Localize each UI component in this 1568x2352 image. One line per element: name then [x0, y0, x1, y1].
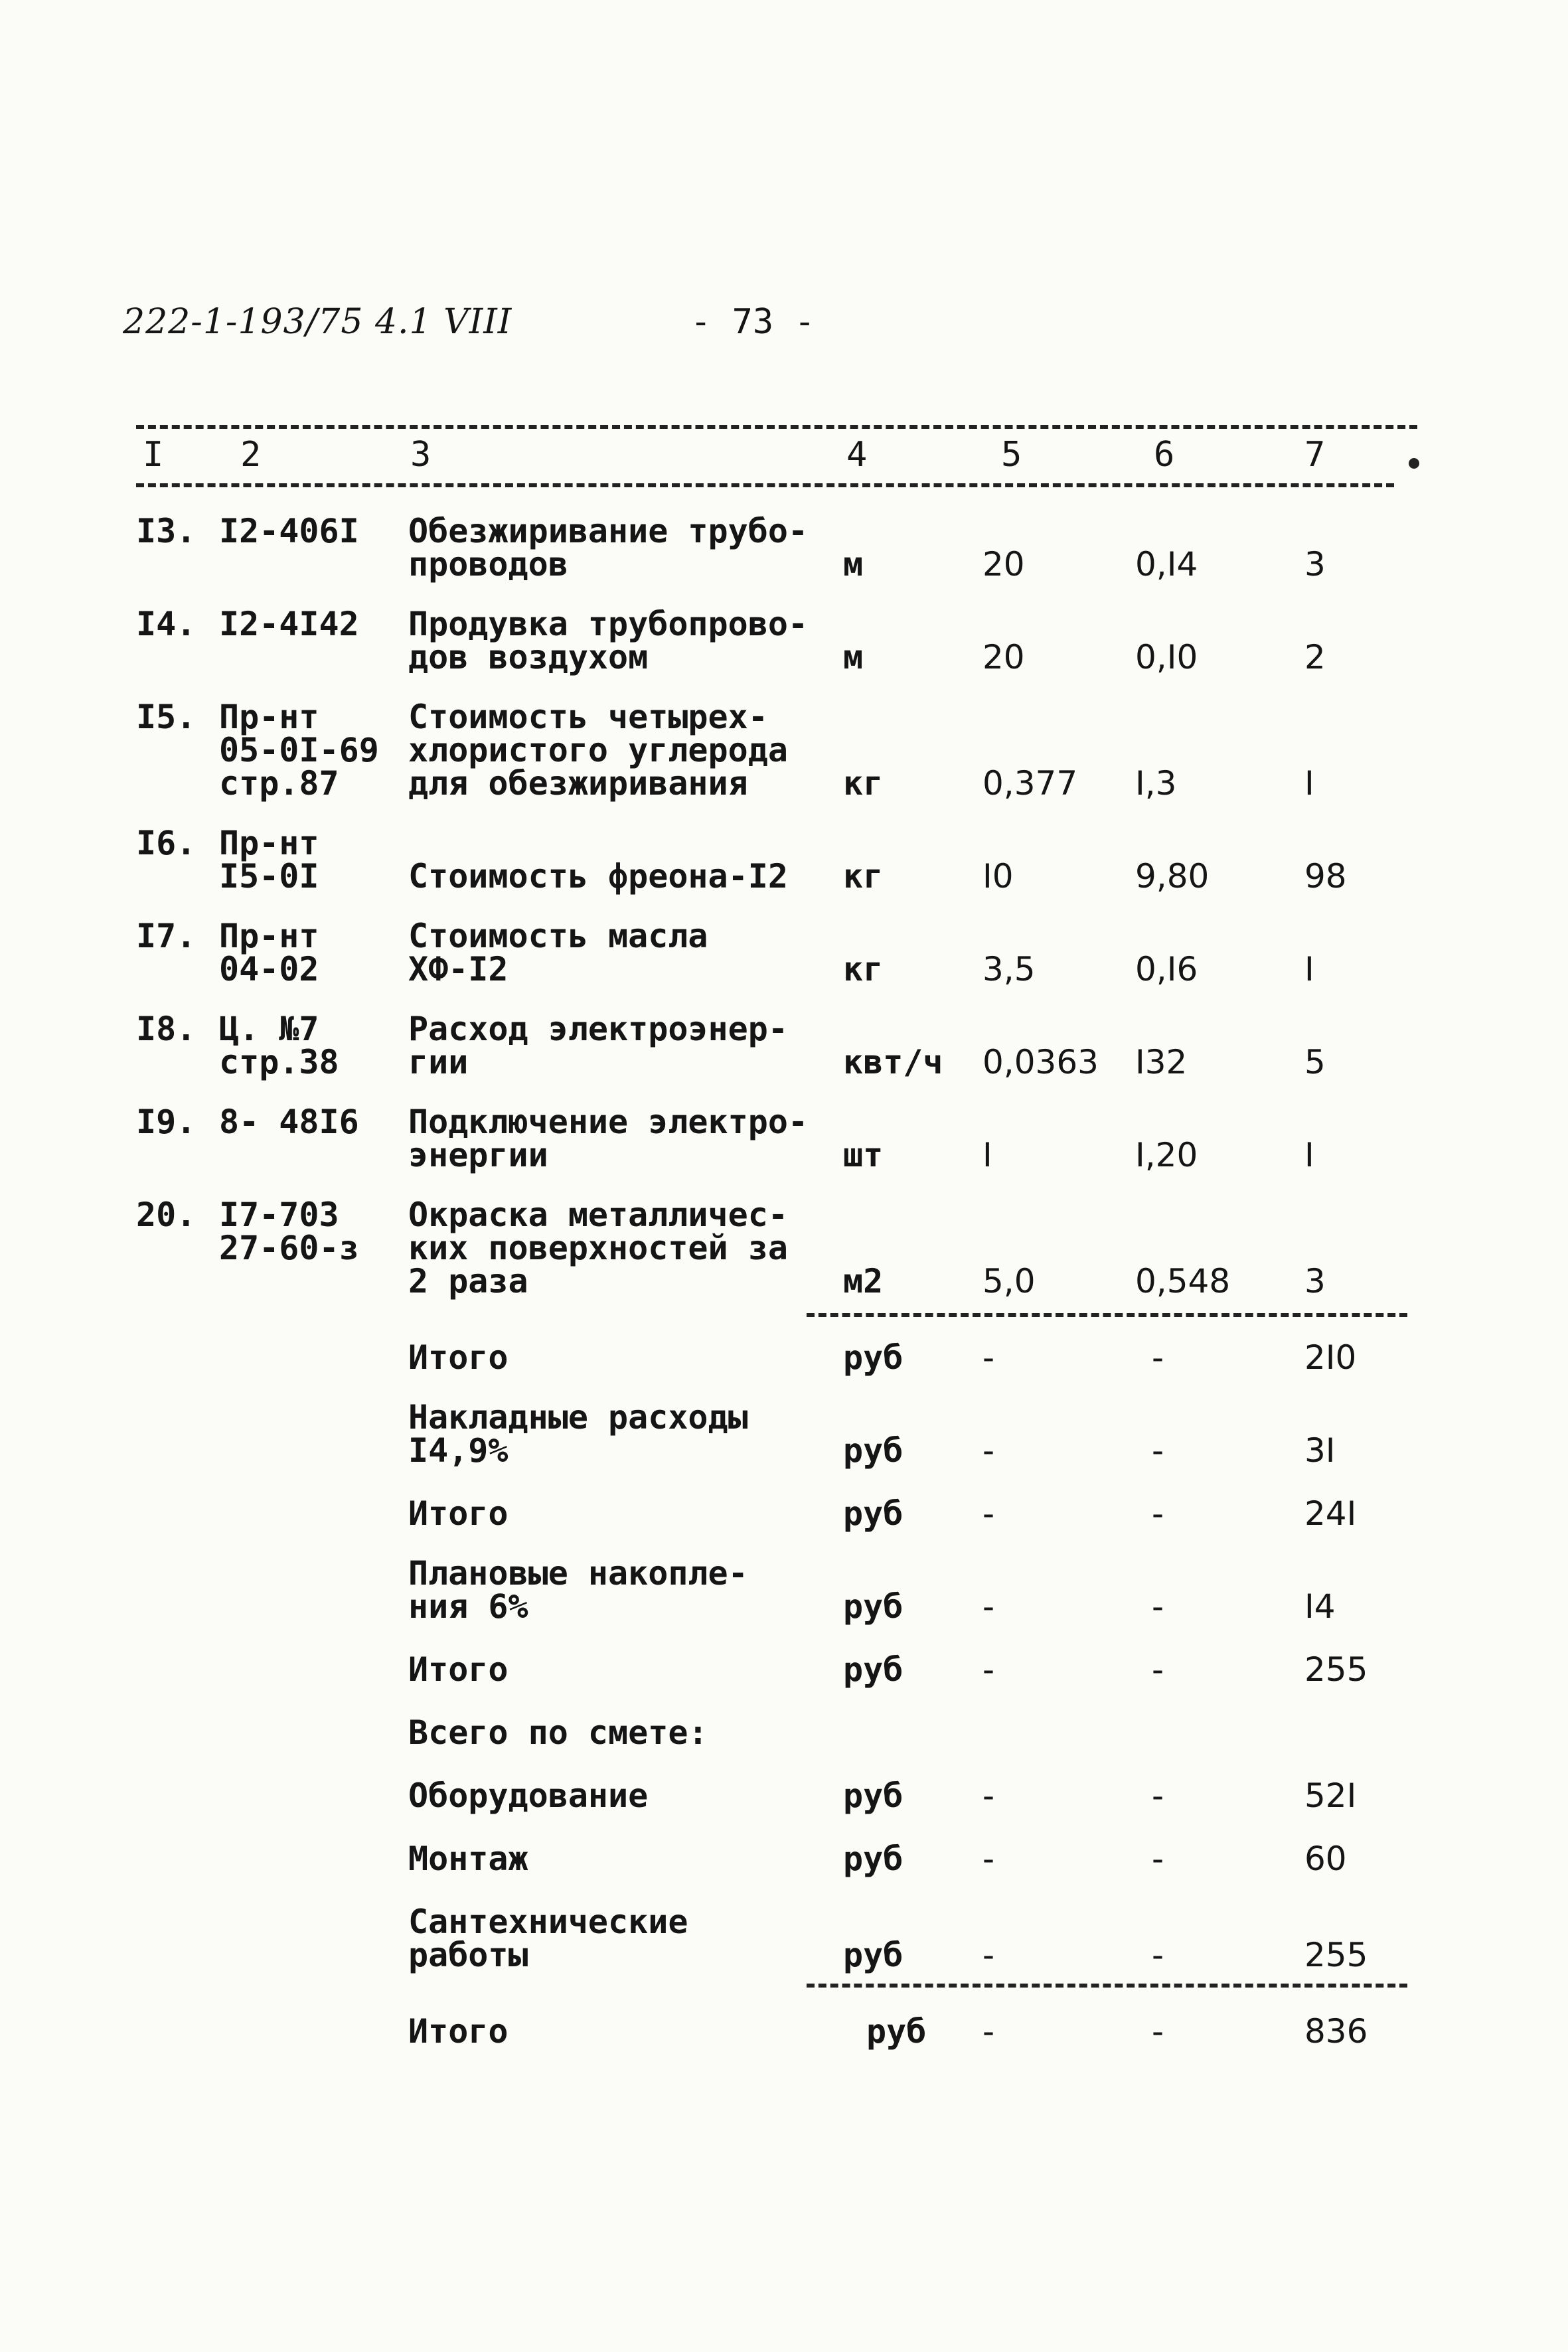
summary-name: Итого — [408, 1650, 509, 1689]
row-qty: 0,0363 — [982, 1043, 1099, 1081]
column-header-6: 6 — [1154, 435, 1175, 475]
summary-qty: - — [982, 1840, 995, 1878]
summary-price: - — [1152, 1650, 1164, 1689]
row-name: Расход электроэнер- гии — [408, 1010, 788, 1081]
summary-qty: - — [982, 1587, 995, 1626]
grand-total-qty: - — [982, 2012, 995, 2051]
summary-price: - — [1152, 1431, 1164, 1470]
row-total: 98 — [1304, 857, 1347, 896]
summary-qty: - — [982, 1338, 995, 1377]
summary-unit: руб — [843, 1431, 903, 1470]
summary-total: 2I0 — [1304, 1338, 1357, 1377]
row-unit: м2 — [843, 1262, 884, 1300]
row-total: I — [1304, 950, 1314, 988]
summary-name: Накладные расходы I4,9% — [408, 1398, 748, 1470]
row-unit: м — [843, 638, 864, 676]
row-code: I2-406I — [219, 512, 359, 550]
column-header-3: 3 — [410, 435, 431, 475]
row-price: 0,548 — [1135, 1262, 1231, 1300]
row-name: Обезжиривание трубо- проводов — [408, 512, 809, 584]
row-unit: квт/ч — [843, 1043, 943, 1081]
summary-total: I4 — [1304, 1587, 1336, 1626]
grand-total-price: - — [1152, 2012, 1164, 2051]
row-qty: 5,0 — [982, 1262, 1036, 1300]
row-name: Продувка трубопрово- дов воздухом — [408, 605, 809, 676]
summary-price: - — [1152, 1587, 1164, 1626]
row-qty: 3,5 — [982, 950, 1036, 988]
summary-price: - — [1152, 1494, 1164, 1533]
row-code: Пр-нт I5-0I — [219, 824, 319, 896]
row-price: 9,80 — [1135, 857, 1210, 896]
row-qty: I0 — [982, 857, 1014, 896]
summary-unit: руб — [843, 1936, 903, 1974]
summary-price: - — [1152, 1936, 1164, 1974]
grand-total-rule — [807, 1984, 1407, 1988]
summary-total: 255 — [1304, 1936, 1368, 1974]
summary-name: Итого — [408, 1338, 509, 1377]
row-name: Стоимость четырех- хлористого углерода для обезжиривания — [408, 698, 788, 803]
row-price: I32 — [1135, 1043, 1188, 1081]
grand-total-name: Итого — [408, 2012, 509, 2051]
row-price: I,20 — [1135, 1136, 1198, 1174]
summary-unit: руб — [843, 1338, 903, 1377]
items-total-rule — [807, 1313, 1407, 1317]
column-header-5: 5 — [1001, 435, 1022, 475]
summary-name: Сантехнические работы — [408, 1903, 688, 1974]
summary-unit: руб — [843, 1587, 903, 1626]
summary-unit: руб — [843, 1840, 903, 1878]
row-qty: 20 — [982, 638, 1025, 676]
summary-unit: руб — [843, 1650, 903, 1689]
header-dot — [1409, 458, 1419, 469]
row-code: Ц. №7 стр.38 — [219, 1010, 339, 1081]
row-number: I9. — [136, 1103, 196, 1141]
row-total: 2 — [1304, 638, 1326, 676]
row-name: Стоимость масла ХФ-I2 — [408, 917, 708, 988]
summary-total: 24I — [1304, 1494, 1357, 1533]
column-header-1: I — [143, 435, 164, 475]
row-code: Пр-нт 05-0I-69 стр.87 — [219, 698, 379, 803]
row-unit: м — [843, 545, 864, 584]
row-price: 0,I4 — [1135, 545, 1198, 584]
row-unit: кг — [843, 950, 884, 988]
summary-total: 60 — [1304, 1840, 1347, 1878]
grand-total-unit: руб — [866, 2012, 927, 2051]
summary-unit: руб — [843, 1494, 903, 1533]
summary-name: Оборудование — [408, 1776, 649, 1815]
row-total: 5 — [1304, 1043, 1326, 1081]
row-number: I8. — [136, 1010, 196, 1048]
row-name: Стоимость фреона-I2 — [408, 857, 788, 896]
summary-qty: - — [982, 1936, 995, 1974]
summary-qty: - — [982, 1650, 995, 1689]
table-top-rule — [136, 425, 1417, 429]
row-qty: I — [982, 1136, 992, 1174]
estimate-total-heading: Всего по смете: — [408, 1713, 708, 1752]
summary-price: - — [1152, 1840, 1164, 1878]
row-code: I7-703 27-60-з — [219, 1196, 359, 1267]
row-code: Пр-нт 04-02 — [219, 917, 319, 988]
row-number: I5. — [136, 698, 196, 736]
summary-qty: - — [982, 1776, 995, 1815]
row-total: 3 — [1304, 1262, 1326, 1300]
summary-price: - — [1152, 1776, 1164, 1815]
document-code: 222-1-193/75 4.1 VIII — [123, 302, 512, 342]
summary-name: Итого — [408, 1494, 509, 1533]
row-price: 0,I6 — [1135, 950, 1198, 988]
row-unit: кг — [843, 764, 884, 803]
grand-total-value: 836 — [1304, 2012, 1368, 2051]
summary-unit: руб — [843, 1776, 903, 1815]
summary-total: 3I — [1304, 1431, 1336, 1470]
row-total: 3 — [1304, 545, 1326, 584]
row-price: 0,I0 — [1135, 638, 1198, 676]
row-number: 20. — [136, 1196, 196, 1234]
summary-total: 255 — [1304, 1650, 1368, 1689]
column-header-2: 2 — [240, 435, 262, 475]
row-name: Подключение электро- энергии — [408, 1103, 809, 1174]
row-number: I4. — [136, 605, 196, 643]
row-name: Окраска металличес- ких поверхностей за 2 раза — [408, 1196, 788, 1300]
summary-total: 52I — [1304, 1776, 1357, 1815]
row-number: I7. — [136, 917, 196, 955]
summary-name: Монтаж — [408, 1840, 528, 1878]
header-bottom-rule — [136, 483, 1394, 487]
row-number: I6. — [136, 824, 196, 862]
column-header-7: 7 — [1304, 435, 1326, 475]
row-total: I — [1304, 1136, 1314, 1174]
row-code: 8- 48I6 — [219, 1103, 359, 1141]
summary-qty: - — [982, 1431, 995, 1470]
row-code: I2-4I42 — [219, 605, 359, 643]
summary-price: - — [1152, 1338, 1164, 1377]
row-qty: 0,377 — [982, 764, 1078, 803]
row-qty: 20 — [982, 545, 1025, 584]
column-header-4: 4 — [846, 435, 868, 475]
summary-name: Плановые накопле- ния 6% — [408, 1554, 748, 1626]
row-unit: кг — [843, 857, 884, 896]
row-total: I — [1304, 764, 1314, 803]
summary-qty: - — [982, 1494, 995, 1533]
row-number: I3. — [136, 512, 196, 550]
row-unit: шт — [843, 1136, 884, 1174]
row-price: I,3 — [1135, 764, 1177, 803]
page-number: - 73 - — [690, 302, 815, 342]
